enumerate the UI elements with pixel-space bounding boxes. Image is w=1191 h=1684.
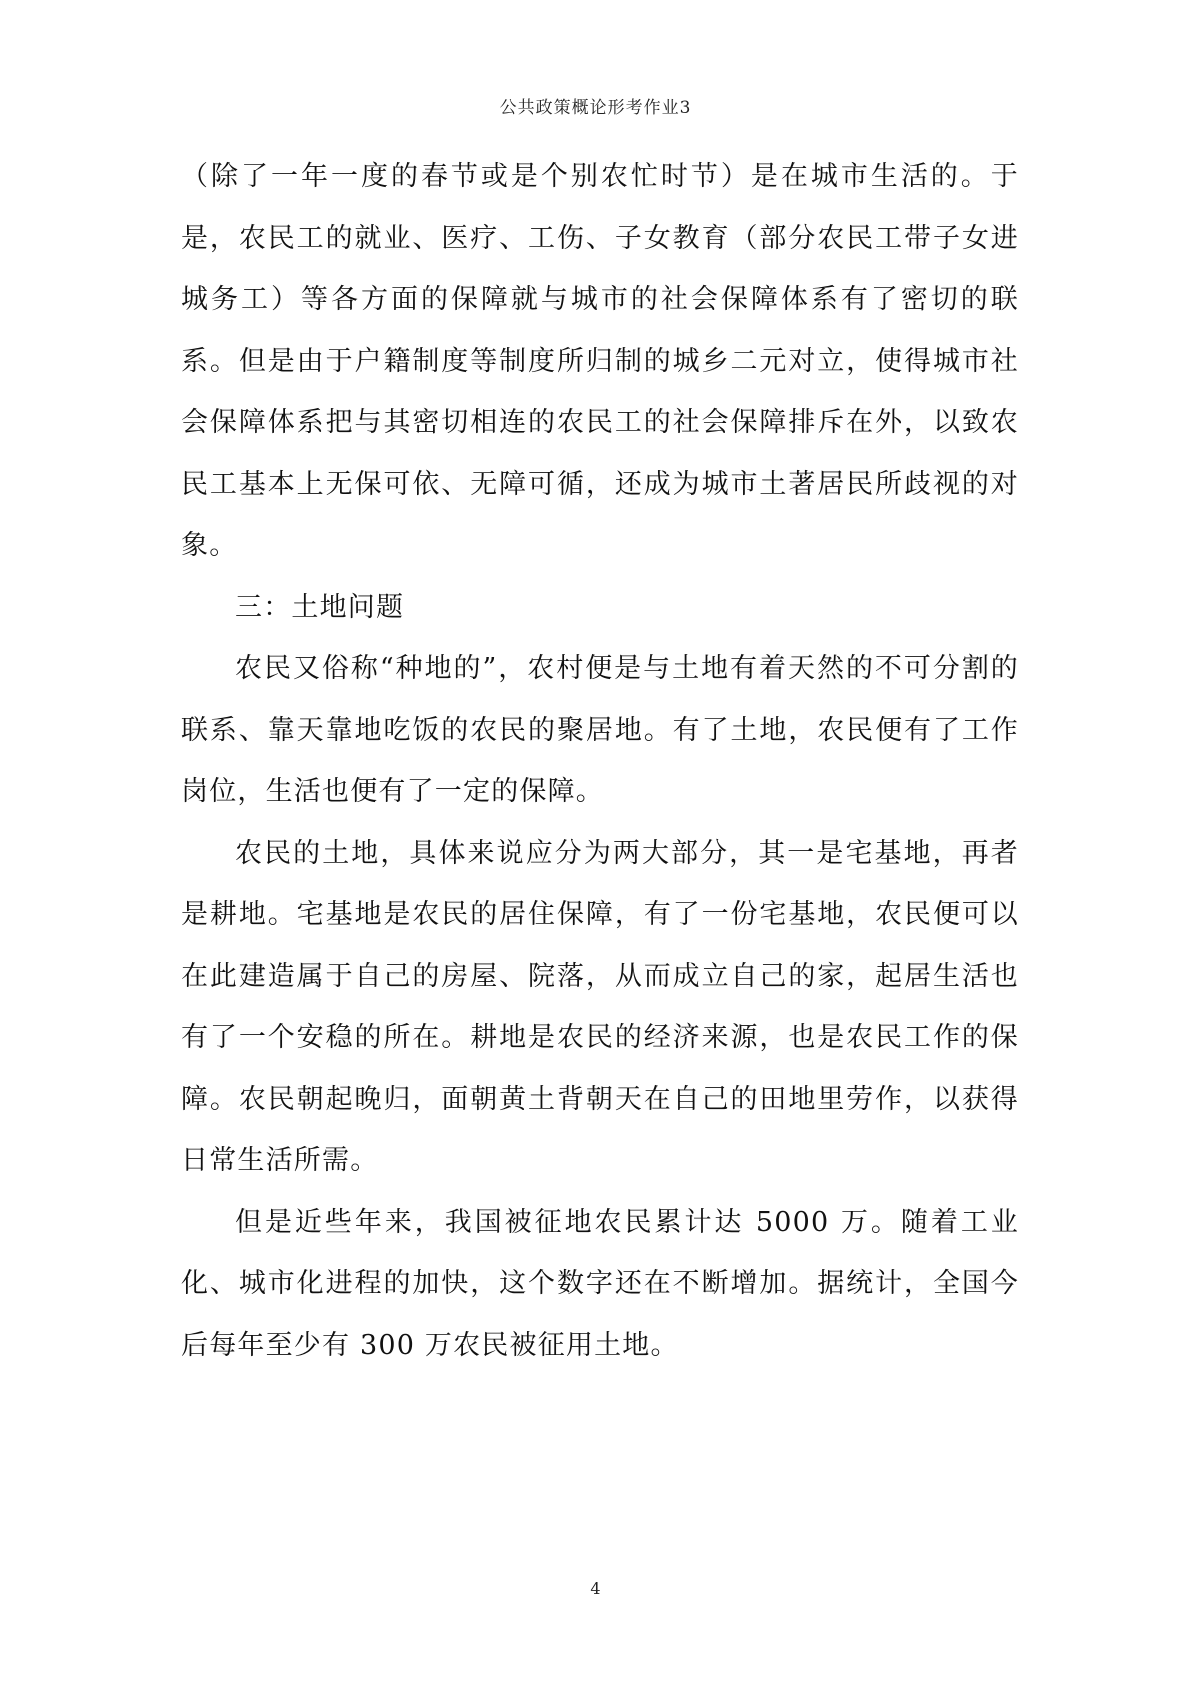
page-header-title: 公共政策概论形考作业3 xyxy=(499,98,692,118)
document-body xyxy=(181,146,1019,1376)
paragraph: 农民又俗称“种地的”，农村便是与土地有着天然的不可分割的联系、靠天靠地吃饭的农民的聚居地。有了土地，农民便有了工作岗位，生活也便有了一定的保障。 xyxy=(181,653,1019,807)
paragraph: 但是近些年来，我国被征地农民累计达 5000 万。随着工业化、城市化进程的加快，这个数字还在不断增加。据统计，全国今后每年至少有 300 万农民被征用土地。 xyxy=(181,1206,1019,1361)
page-number: 4 xyxy=(590,1579,601,1598)
section-heading: 三：土地问题 xyxy=(235,591,405,623)
paragraph-continuation: （除了一年一度的春节或是个别农忙时节）是在城市生活的。于是，农民工的就业、医疗、工伤、子女教育（部分农民工带子女进城务工）等各方面的保障就与城市的社会保障体系有了密切的联系。但是由于户籍制度等制度所归制的城乡二元对立，使得城市社会保障体系把与其密切相连的农民工的社会保障排斥在外，以致农民工基本上无保可依、无障可循，还成为城市土著居民所歧视的对象。 xyxy=(181,161,1019,561)
paragraph: 农民的土地，具体来说应分为两大部分，其一是宅基地，再者是耕地。宅基地是农民的居住保障，有了一份宅基地，农民便可以在此建造属于自己的房屋、院落，从而成立自己的家，起居生活也有了一个安稳的所在。耕地是农民的经济来源，也是农民工作的保障。农民朝起晚归，面朝黄土背朝天在自己的田地里劳作，以获得日常生活所需。 xyxy=(181,837,1019,1176)
